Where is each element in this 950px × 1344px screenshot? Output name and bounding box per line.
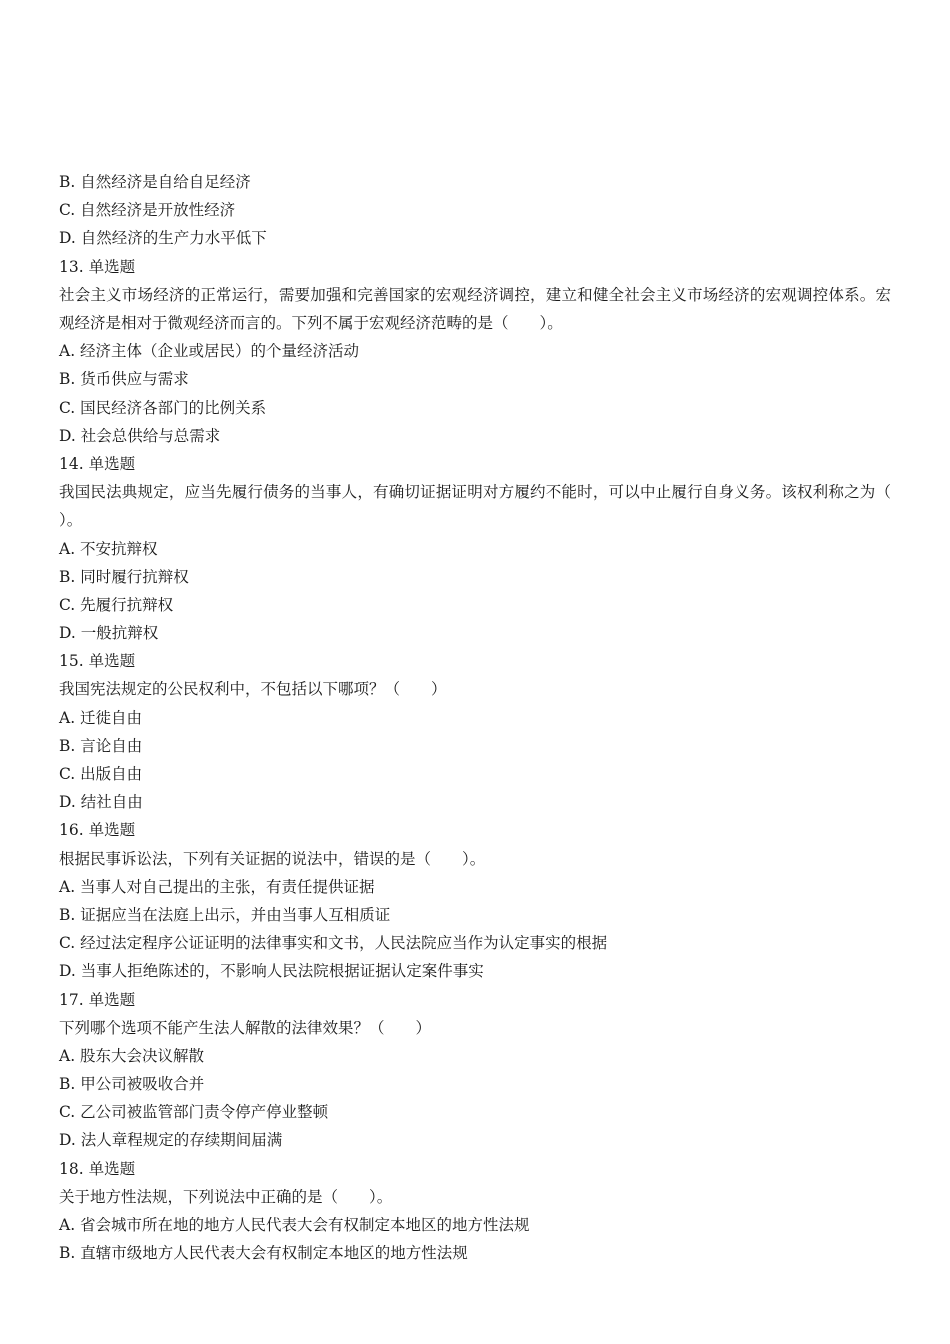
question-stem: 关于地方性法规，下列说法中正确的是（ ）。 [59, 1187, 393, 1206]
option-a: A. 不安抗辩权 [59, 539, 158, 558]
question-13 [59, 253, 891, 450]
question-header: 14. 单选题 [59, 454, 136, 473]
option-c: C. 出版自由 [59, 765, 143, 783]
option-d: D. 一般抗辩权 [59, 624, 159, 643]
option-d: D. 自然经济的生产力水平低下 [59, 229, 267, 248]
option-a: A. 当事人对自己提出的主张，有责任提供证据 [59, 877, 375, 896]
question-17 [59, 986, 891, 1155]
document-page [59, 168, 923, 1267]
option-c: C. 国民经济各部门的比例关系 [59, 398, 267, 417]
question-header: 17. 单选题 [59, 990, 136, 1009]
question-stem: 社会主义市场经济的正常运行，需要加强和完善国家的宏观经济调控，建立和健全社会主义市场经济的宏观调控体系。宏观经济是相对于微观经济而言的。下列不属于宏观经济范畴的是（ ）。 [59, 285, 891, 332]
question-stem: 我国民法典规定，应当先履行债务的当事人，有确切证据证明对方履约不能时，可以中止履行自身义务。该权利称之为（ ）。 [59, 483, 923, 530]
option-d: D. 当事人拒绝陈述的，不影响人民法院根据证据认定案件事实 [59, 962, 484, 981]
option-b: B. 甲公司被吸收合并 [59, 1075, 205, 1094]
question-18 [59, 1155, 891, 1268]
question-15 [59, 647, 891, 816]
option-c: C. 自然经济是开放性经济 [59, 201, 236, 220]
option-b: B. 自然经济是自给自足经济 [59, 173, 251, 191]
option-b: B. 言论自由 [59, 736, 143, 755]
option-a: A. 迁徙自由 [59, 708, 143, 727]
question-16 [59, 816, 891, 985]
option-d: D. 结社自由 [59, 793, 143, 812]
question-header: 15. 单选题 [59, 652, 136, 671]
option-a: A. 经济主体（企业或居民）的个量经济活动 [59, 342, 360, 361]
option-d: D. 法人章程规定的存续期间届满 [59, 1131, 283, 1150]
option-c: C. 经过法定程序公证证明的法律事实和文书，人民法院应当作为认定事实的根据 [59, 934, 608, 953]
question-header: 16. 单选题 [59, 821, 136, 840]
question-stem: 下列哪个选项不能产生法人解散的法律效果？（ ） [59, 1018, 432, 1037]
option-b: B. 同时履行抗辩权 [59, 567, 189, 586]
option-a: A. 省会城市所在地的地方人民代表大会有权制定本地区的地方性法规 [59, 1216, 530, 1234]
question-12-tail [59, 168, 891, 253]
option-c: C. 乙公司被监管部门责令停产停业整顿 [59, 1103, 329, 1122]
question-14 [59, 450, 923, 647]
option-d: D. 社会总供给与总需求 [59, 426, 221, 445]
question-stem: 根据民事诉讼法，下列有关证据的说法中，错误的是（ ）。 [59, 849, 486, 868]
question-stem: 我国宪法规定的公民权利中，不包括以下哪项？（ ） [59, 680, 447, 699]
option-b: B. 证据应当在法庭上出示，并由当事人互相质证 [59, 905, 391, 924]
option-c: C. 先履行抗辩权 [59, 595, 174, 614]
question-header: 13. 单选题 [59, 257, 136, 276]
option-b: B. 货币供应与需求 [59, 370, 189, 389]
question-header: 18. 单选题 [59, 1159, 136, 1178]
option-b: B. 直辖市级地方人民代表大会有权制定本地区的地方性法规 [59, 1244, 468, 1263]
option-a: A. 股东大会决议解散 [59, 1046, 205, 1065]
